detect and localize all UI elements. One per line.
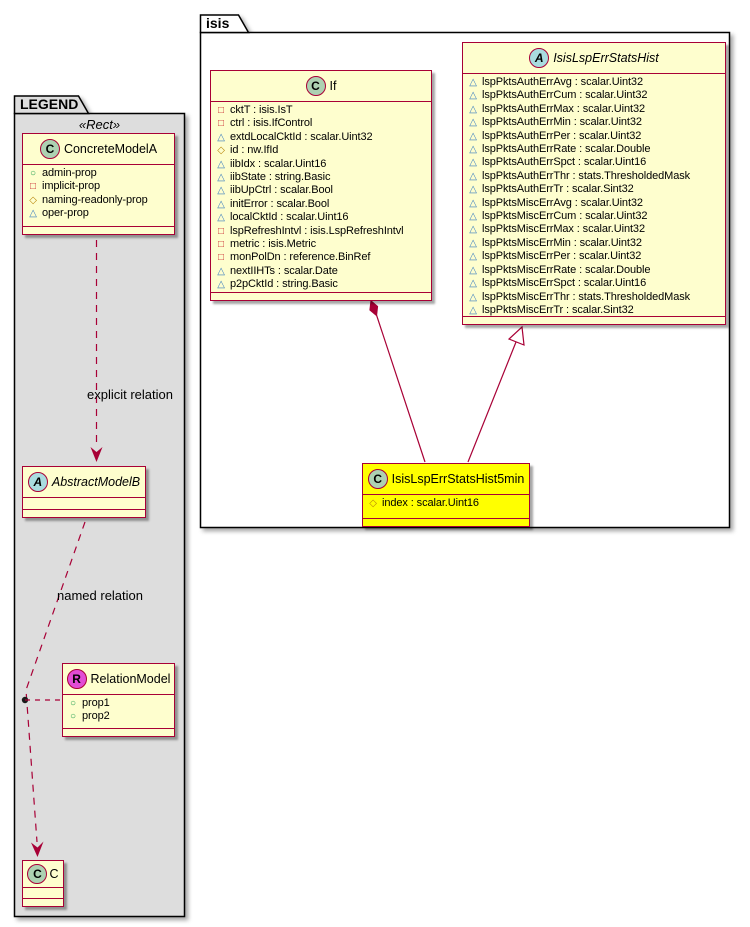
triangle-visibility-icon: △ (217, 172, 225, 184)
member-text: lspPktsAuthErrThr : stats.ThresholdedMask (482, 169, 691, 182)
class-member (215, 158, 427, 171)
triangle-visibility-icon: △ (469, 251, 477, 263)
class-methods (463, 316, 725, 324)
class-member (467, 304, 721, 316)
triangle-visibility-icon: △ (29, 208, 37, 220)
class-isis-lsp-err-stats-hist (462, 42, 726, 325)
triangle-visibility-icon: △ (469, 103, 477, 115)
class-name: If (329, 79, 337, 93)
class-name: ConcreteModelA (63, 142, 158, 156)
triangle-visibility-icon: △ (469, 77, 477, 88)
class-title (63, 664, 174, 694)
member-text: index : scalar.Uint16 (382, 497, 479, 509)
triangle-visibility-icon: △ (217, 158, 225, 170)
member-text: lspPktsAuthErrMin : scalar.Uint32 (482, 116, 642, 129)
member-text: lspPktsAuthErrRate : scalar.Double (482, 143, 651, 156)
class-name: C (49, 867, 59, 881)
class-member (467, 156, 721, 169)
triangle-visibility-icon: △ (469, 264, 477, 276)
class-member (215, 131, 427, 144)
class-fields (23, 497, 145, 509)
diamond-visibility-icon: ◇ (217, 145, 225, 157)
triangle-visibility-icon: △ (469, 291, 477, 303)
class-member (67, 710, 170, 723)
class-member (467, 183, 721, 196)
square-visibility-icon: □ (218, 118, 224, 130)
member-text: ctrl : isis.IfControl (230, 117, 313, 130)
class-methods (63, 728, 174, 736)
class-methods (23, 898, 63, 906)
circle-visibility-icon: ○ (70, 711, 76, 723)
class-concrete-model-a (22, 133, 175, 235)
class-member (27, 207, 170, 220)
class-spot-icon: C (27, 864, 47, 884)
class-member (467, 223, 721, 236)
member-text: initError : scalar.Bool (230, 197, 330, 210)
class-methods (23, 509, 145, 517)
member-text: lspPktsAuthErrPer : scalar.Uint32 (482, 129, 642, 142)
class-spot-icon: A (529, 48, 549, 68)
triangle-visibility-icon: △ (469, 184, 477, 196)
triangle-visibility-icon: △ (469, 278, 477, 290)
class-member (467, 76, 721, 89)
triangle-visibility-icon: △ (469, 170, 477, 182)
class-fields (23, 887, 63, 898)
class-member (215, 278, 427, 291)
member-text: lspPktsAuthErrCum : scalar.Uint32 (482, 89, 648, 102)
class-member (467, 264, 721, 277)
class-spot-icon: A (28, 472, 48, 492)
class-fields (211, 101, 431, 292)
member-text: lspPktsAuthErrTr : scalar.Sint32 (482, 183, 634, 196)
member-text: id : nw.IfId (230, 144, 279, 157)
class-member (467, 143, 721, 156)
class-fields (63, 694, 174, 728)
member-text: monPolDn : reference.BinRef (230, 251, 371, 264)
member-text: lspPktsMiscErrAvg : scalar.Uint32 (482, 196, 643, 209)
member-text: iibUpCtrl : scalar.Bool (230, 184, 333, 197)
class-member (467, 277, 721, 290)
class-name: IsisLspErrStatsHist5min (391, 472, 525, 486)
class-member (215, 117, 427, 130)
class-name: AbstractModelB (51, 475, 141, 489)
triangle-visibility-icon: △ (217, 131, 225, 143)
class-spot-icon: R (67, 669, 87, 689)
triangle-visibility-icon: △ (469, 237, 477, 249)
member-text: lspPktsMiscErrMax : scalar.Uint32 (482, 223, 645, 236)
class-spot-icon: C (368, 469, 388, 489)
triangle-visibility-icon: △ (469, 90, 477, 102)
class-abstract-model-b (22, 466, 146, 518)
member-text: lspPktsAuthErrSpct : scalar.Uint16 (482, 156, 647, 169)
class-c (22, 860, 64, 907)
member-text: oper-prop (42, 207, 89, 220)
class-spot-icon: C (306, 76, 326, 96)
member-text: cktT : isis.IsT (230, 104, 293, 116)
square-visibility-icon: □ (218, 105, 224, 116)
member-text: lspPktsMiscErrSpct : scalar.Uint16 (482, 277, 647, 290)
circle-visibility-icon: ○ (30, 168, 36, 179)
triangle-visibility-icon: △ (217, 198, 225, 210)
triangle-visibility-icon: △ (469, 130, 477, 142)
triangle-visibility-icon: △ (217, 212, 225, 224)
triangle-visibility-icon: △ (469, 304, 477, 316)
class-member (467, 116, 721, 129)
member-text: lspPktsMiscErrPer : scalar.Uint32 (482, 250, 642, 263)
class-relation-model (62, 663, 175, 737)
class-member (215, 198, 427, 211)
class-name: IsisLspErrStatsHist (553, 51, 659, 65)
member-text: lspPktsMiscErrThr : stats.ThresholdedMask (482, 290, 691, 303)
triangle-visibility-icon: △ (469, 144, 477, 156)
class-title (23, 134, 174, 164)
class-member (215, 144, 427, 157)
class-title (211, 71, 431, 101)
package-isis-label: isis (206, 15, 230, 31)
class-member (215, 171, 427, 184)
edge-label-explicit-relation: explicit relation (87, 387, 173, 402)
member-text: lspPktsAuthErrAvg : scalar.Uint32 (482, 76, 643, 88)
class-member (27, 194, 170, 207)
triangle-visibility-icon: △ (469, 117, 477, 129)
class-title (363, 464, 529, 494)
member-text: admin-prop (42, 167, 97, 179)
class-methods (23, 226, 174, 234)
class-name: RelationModel (90, 672, 171, 686)
class-member (67, 697, 170, 710)
class-member (215, 225, 427, 238)
class-member (467, 89, 721, 102)
square-visibility-icon: □ (218, 225, 224, 237)
class-member (215, 238, 427, 251)
member-text: naming-readonly-prop (42, 193, 148, 206)
class-member (27, 167, 170, 180)
class-fields (463, 73, 725, 316)
class-fields (363, 494, 529, 518)
circle-visibility-icon: ○ (70, 698, 76, 709)
member-text: prop2 (82, 710, 110, 723)
edge-label-named-relation: named relation (57, 588, 143, 603)
triangle-visibility-icon: △ (469, 157, 477, 169)
class-member (367, 497, 525, 510)
class-member (467, 250, 721, 263)
class-member (215, 251, 427, 264)
diamond-visibility-icon: ◇ (29, 194, 37, 206)
legend-stereotype: «Rect» (78, 117, 121, 132)
member-text: iibState : string.Basic (230, 171, 331, 184)
class-fields (23, 164, 174, 226)
class-member (467, 291, 721, 304)
triangle-visibility-icon: △ (217, 279, 225, 291)
member-text: lspPktsMiscErrTr : scalar.Sint32 (482, 303, 634, 316)
member-text: localCktId : scalar.Uint16 (230, 211, 349, 224)
member-text: lspPktsAuthErrMax : scalar.Uint32 (482, 102, 645, 115)
square-visibility-icon: □ (218, 252, 224, 264)
triangle-visibility-icon: △ (469, 224, 477, 236)
member-text: lspPktsMiscErrRate : scalar.Double (482, 263, 651, 276)
package-legend-label: LEGEND (20, 96, 79, 112)
member-text: nextIIHTs : scalar.Date (230, 264, 338, 277)
class-member (215, 184, 427, 197)
class-methods (363, 518, 529, 526)
class-member (467, 197, 721, 210)
class-member (467, 237, 721, 250)
member-text: lspPktsMiscErrCum : scalar.Uint32 (482, 210, 648, 223)
member-text: prop1 (82, 697, 110, 709)
triangle-visibility-icon: △ (217, 265, 225, 277)
class-if (210, 70, 432, 301)
class-member (467, 103, 721, 116)
diamond-visibility-icon: ◇ (369, 498, 377, 509)
class-member (467, 170, 721, 183)
member-text: lspRefreshIntvl : isis.LspRefreshIntvl (230, 224, 404, 237)
triangle-visibility-icon: △ (469, 211, 477, 223)
class-spot-icon: C (40, 139, 60, 159)
member-text: p2pCktId : string.Basic (230, 278, 338, 291)
member-text: extdLocalCktId : scalar.Uint32 (230, 130, 373, 143)
class-isis-lsp-err-stats-hist-5min (362, 463, 530, 527)
square-visibility-icon: □ (30, 181, 36, 193)
class-title (23, 861, 63, 887)
member-text: implicit-prop (42, 180, 100, 193)
class-member (27, 180, 170, 193)
member-text: iibIdx : scalar.Uint16 (230, 157, 327, 170)
class-member (467, 130, 721, 143)
triangle-visibility-icon: △ (469, 197, 477, 209)
class-member (215, 211, 427, 224)
class-title (23, 467, 145, 497)
class-member (467, 210, 721, 223)
triangle-visibility-icon: △ (217, 185, 225, 197)
member-text: metric : isis.Metric (230, 238, 317, 251)
class-member (215, 104, 427, 117)
class-title (463, 43, 725, 73)
class-member (215, 265, 427, 278)
square-visibility-icon: □ (218, 239, 224, 251)
class-methods (211, 292, 431, 300)
member-text: lspPktsMiscErrMin : scalar.Uint32 (482, 236, 642, 249)
